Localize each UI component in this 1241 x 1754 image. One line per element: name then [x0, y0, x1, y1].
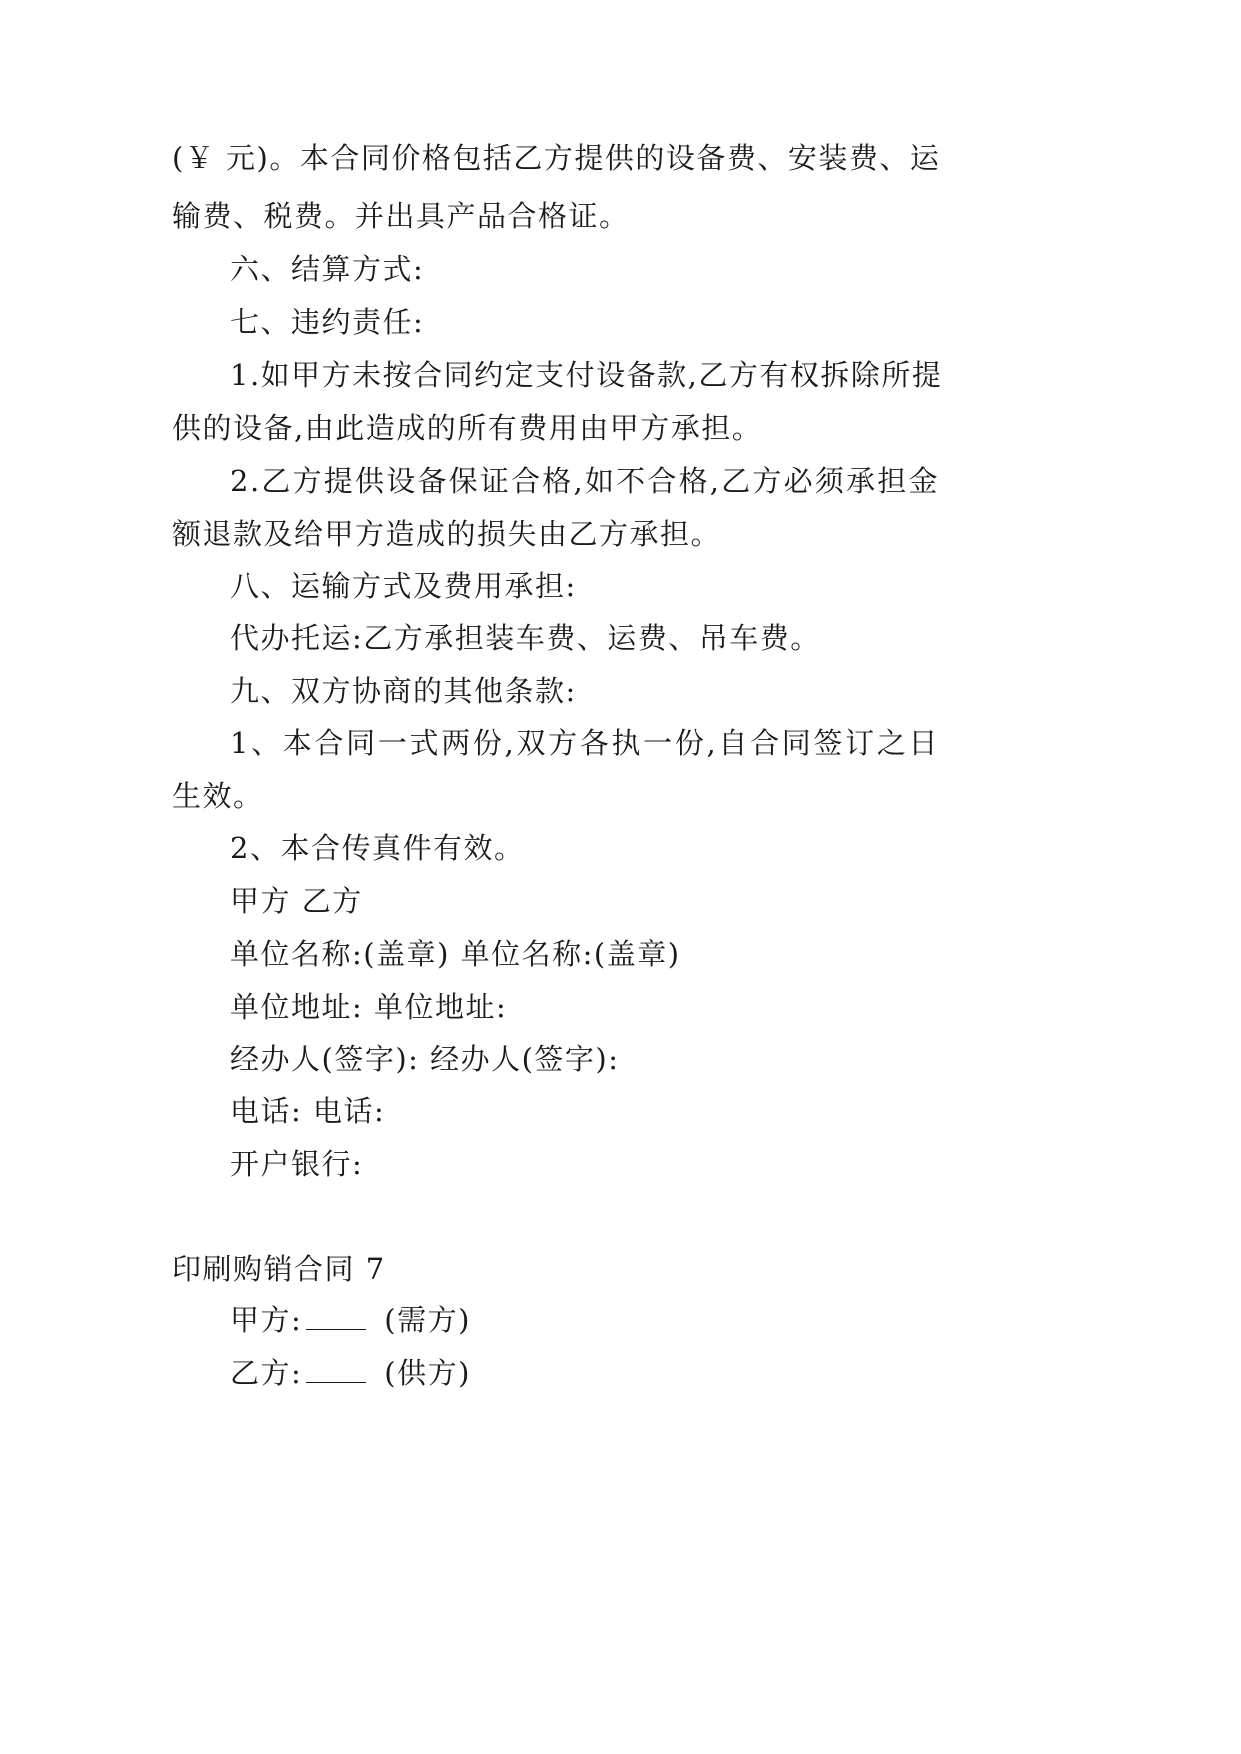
- liability-item-2-line-1: 2.乙方提供设备保证合格,如不合格,乙方必须承担金: [230, 464, 939, 498]
- signature-parties: 甲方 乙方: [230, 884, 363, 918]
- liability-item-1-line-2: 供的设备,由此造成的所有费用由甲方承担。: [172, 411, 763, 445]
- party-b-line: [230, 1353, 471, 1393]
- party-b-blank: [306, 1354, 366, 1383]
- party-a-line: [230, 1300, 471, 1340]
- heading-liability: 七、违约责任:: [230, 305, 425, 339]
- other-term-2: 2、本合传真件有效。: [230, 831, 525, 865]
- heading-transport: 八、运输方式及费用承担:: [230, 569, 577, 603]
- price-clause-line-2: 输费、税费。并出具产品合格证。: [172, 199, 630, 233]
- next-contract-title: 印刷购销合同 7: [172, 1252, 386, 1286]
- transport-clause: 代办托运:乙方承担装车费、运费、吊车费。: [230, 621, 821, 655]
- liability-item-2-line-2: 额退款及给甲方造成的损失由乙方承担。: [172, 517, 722, 551]
- signature-phone: 电话: 电话:: [230, 1094, 386, 1128]
- heading-settlement: 六、结算方式:: [230, 252, 425, 286]
- party-a-role: (需方): [384, 1303, 471, 1337]
- signature-unit-address: 单位地址: 单位地址:: [230, 990, 508, 1024]
- signature-bank: 开户银行:: [230, 1147, 364, 1181]
- signature-agent: 经办人(签字): 经办人(签字):: [230, 1042, 620, 1076]
- party-b-role: (供方): [384, 1356, 471, 1390]
- price-clause-line-1: (￥ 元)。本合同价格包括乙方提供的设备费、安装费、运: [172, 141, 941, 175]
- party-a-blank: [306, 1301, 366, 1330]
- signature-unit-name: 单位名称:(盖章) 单位名称:(盖章): [230, 937, 681, 971]
- party-a-label: 甲方:: [230, 1303, 303, 1337]
- heading-other-terms: 九、双方协商的其他条款:: [230, 674, 577, 708]
- other-term-1-line-1: 1、本合同一式两份,双方各执一份,自合同签订之日: [230, 726, 939, 760]
- other-term-1-line-2: 生效。: [172, 779, 264, 813]
- liability-item-1-line-1: 1.如甲方未按合同约定支付设备款,乙方有权拆除所提: [230, 358, 943, 392]
- party-b-label: 乙方:: [230, 1356, 303, 1390]
